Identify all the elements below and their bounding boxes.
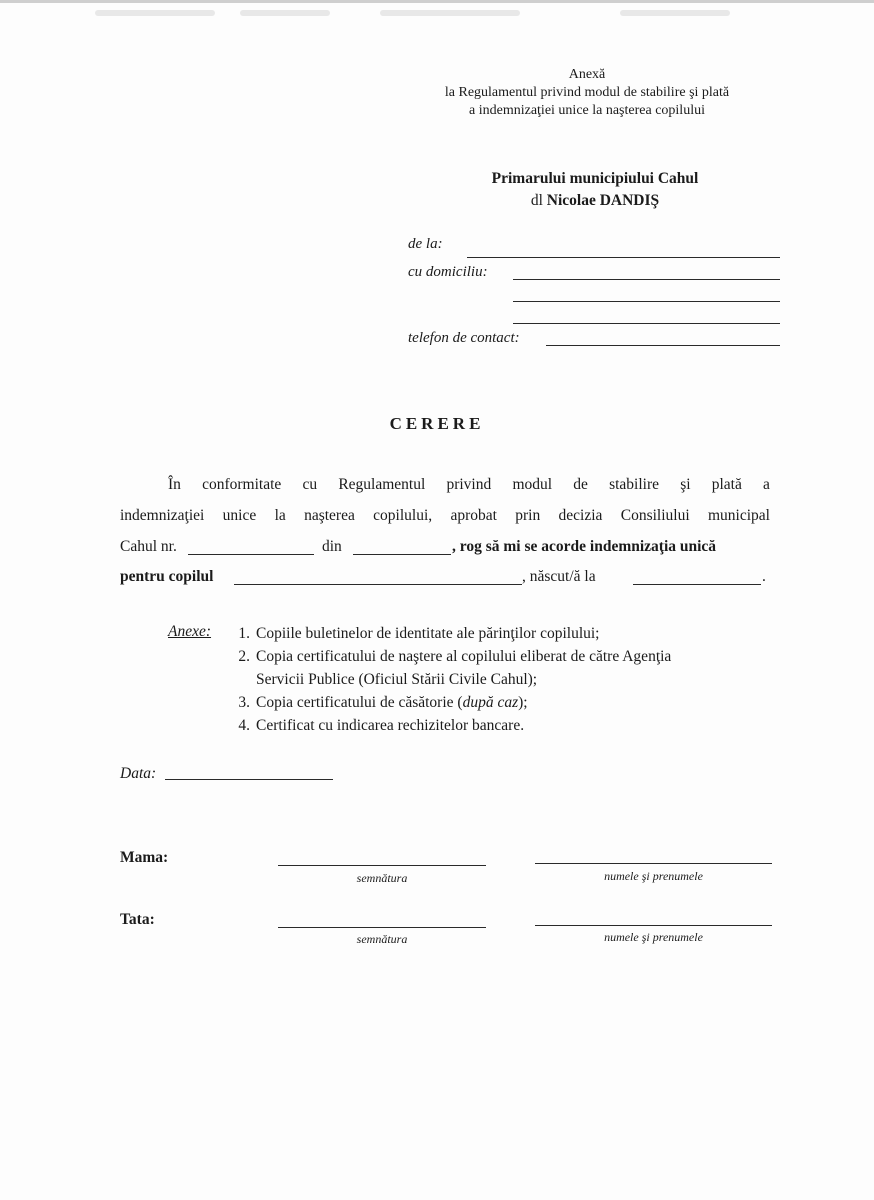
annex-item-continuation bbox=[228, 668, 671, 691]
body-word: unice bbox=[222, 507, 257, 524]
father-label: Tata: bbox=[120, 911, 155, 928]
body-word: plată bbox=[711, 476, 742, 493]
body-line-4 bbox=[120, 568, 770, 590]
annex-item-text: Certificat cu indicarea rechizitelor bancare. bbox=[256, 717, 525, 734]
father-name-field[interactable] bbox=[535, 925, 772, 926]
body-word: naşterea bbox=[304, 507, 355, 524]
father-signature-field[interactable] bbox=[278, 927, 486, 928]
body-line-3 bbox=[120, 538, 770, 560]
body-word: copilului, bbox=[373, 507, 433, 524]
annex-item-number: 4. bbox=[238, 717, 250, 734]
body-word: decizia bbox=[558, 507, 603, 524]
decision-date-label: din bbox=[322, 538, 342, 555]
addressee-title: Primarului municipiului Cahul bbox=[491, 170, 699, 187]
domicile-field[interactable] bbox=[513, 279, 780, 280]
born-label: , născut/ă la bbox=[522, 568, 596, 585]
annex-item bbox=[228, 622, 671, 645]
annex-item-text: Copiile buletinelor de identitate ale părinţilor copilului; bbox=[256, 625, 600, 642]
body-word: a bbox=[763, 476, 770, 493]
body-word: la bbox=[274, 507, 286, 524]
annex-item-text: Copia certificatului de căsătorie ( bbox=[256, 694, 463, 711]
mother-signature-caption: semnătura bbox=[356, 871, 408, 885]
addressee-honorific: dl bbox=[530, 192, 547, 209]
addressee-name: Nicolae DANDIŞ bbox=[546, 192, 660, 209]
domicile-field-line-2[interactable] bbox=[513, 301, 780, 302]
bleed-through-mark bbox=[240, 10, 330, 16]
mother-signature-field[interactable] bbox=[278, 865, 486, 866]
bleed-through-mark bbox=[620, 10, 730, 16]
child-name-field[interactable] bbox=[234, 584, 522, 585]
body-word: prin bbox=[515, 507, 541, 524]
body-word: indemnizaţiei bbox=[120, 507, 205, 524]
from-field[interactable] bbox=[467, 257, 780, 258]
body-word: şi bbox=[680, 476, 691, 493]
request-text: , rog să mi se acorde indemnizaţia unică bbox=[452, 538, 717, 555]
domicile-field-line-3[interactable] bbox=[513, 323, 780, 324]
birth-date-field[interactable] bbox=[633, 584, 761, 585]
annex-item bbox=[228, 645, 671, 668]
annex-header bbox=[400, 66, 774, 120]
domicile-label: cu domiciliu: bbox=[408, 264, 488, 280]
date-label: Data: bbox=[120, 765, 157, 782]
bleed-through-mark bbox=[95, 10, 215, 16]
annex-line-3: a indemnizaţiei unice la naşterea copilului bbox=[469, 103, 705, 118]
annex-item-italic: după caz bbox=[462, 694, 519, 711]
annex-item bbox=[228, 714, 671, 737]
annex-title: Anexă bbox=[568, 67, 606, 82]
annexes-label: Anexe: bbox=[168, 623, 212, 640]
body-line-1 bbox=[168, 476, 770, 494]
annex-item-text: Copia certificatului de naştere al copilului eliberat de către Agenţia bbox=[256, 648, 672, 665]
document-title: CERERE bbox=[389, 414, 485, 433]
body-word: aprobat bbox=[450, 507, 497, 524]
mother-label: Mama: bbox=[120, 849, 169, 866]
annex-item-text: Servicii Publice (Oficiul Stării Civile Cahul); bbox=[256, 671, 538, 688]
body-word: modul bbox=[512, 476, 553, 493]
annex-item-number: 1. bbox=[238, 625, 250, 642]
addressee-block bbox=[440, 168, 750, 212]
body-word: stabilire bbox=[609, 476, 660, 493]
decision-date-field[interactable] bbox=[353, 554, 451, 555]
annex-item-text-end: ); bbox=[518, 694, 528, 711]
sentence-end: . bbox=[762, 568, 766, 585]
annexes-list bbox=[228, 622, 671, 737]
addressee-name-line bbox=[440, 190, 750, 212]
body-word: În bbox=[168, 476, 181, 493]
annex-item bbox=[228, 691, 671, 714]
scan-edge bbox=[0, 0, 874, 3]
annex-item-number: 2. bbox=[238, 648, 250, 665]
body-word: Regulamentul bbox=[338, 476, 426, 493]
decision-number-label: Cahul nr. bbox=[120, 538, 177, 555]
phone-field[interactable] bbox=[546, 345, 780, 346]
bleed-through-mark bbox=[380, 10, 520, 16]
phone-label: telefon de contact: bbox=[408, 330, 520, 346]
mother-name-field[interactable] bbox=[535, 863, 772, 864]
body-word: municipal bbox=[707, 507, 770, 524]
body-word: privind bbox=[446, 476, 492, 493]
body-word: de bbox=[573, 476, 588, 493]
body-line-2 bbox=[120, 507, 770, 525]
decision-number-field[interactable] bbox=[188, 554, 314, 555]
father-name-caption: numele şi prenumele bbox=[604, 930, 703, 944]
father-signature-caption: semnătura bbox=[356, 932, 408, 946]
body-word: cu bbox=[302, 476, 318, 493]
mother-name-caption: numele şi prenumele bbox=[604, 869, 703, 883]
annex-line-2: la Regulamentul privind modul de stabilire şi plată bbox=[444, 85, 730, 100]
date-field[interactable] bbox=[165, 779, 333, 780]
from-label: de la: bbox=[408, 236, 443, 252]
body-word: Consiliului bbox=[620, 507, 690, 524]
annex-item-number: 3. bbox=[238, 694, 250, 711]
body-word: conformitate bbox=[202, 476, 282, 493]
child-label: pentru copilul bbox=[120, 568, 214, 585]
